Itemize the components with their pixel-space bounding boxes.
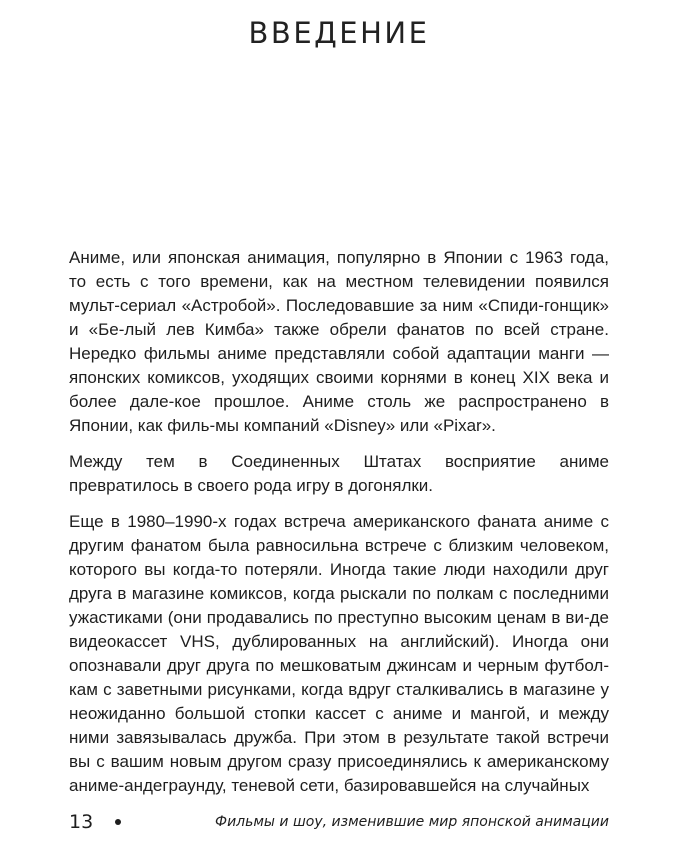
paragraph-3: Еще в 1980–1990-х годах встреча американского фаната аниме с другим фанатом была равносильна встрече с близким человеком, которого вы когда-то потеряли. Иногда такие люди находили друг друга в магазине комиксов, когда рыскали по полкам с последними ужастиками (они продавались по преступно высоким ценам в ви-де видеокассет VHS, дублированных на английский). Иногда они опознавали друг друга по мешковатым джинсам и черным футбол-кам с заветными рисунками, когда вдруг сталкивались в магазине у неожиданно большой стопки кассет с аниме и мангой, и между ними завязывалась дружба. При этом в результате такой встречи вы с вашим новым другом сразу присоединялись к американскому аниме-андеграунду, теневой сети, базировавшейся на случайных xyxy=(69,512,609,795)
page-number: 13 xyxy=(69,811,94,833)
paragraph-2: Между тем в Соединенных Штатах восприятие аниме превратилось в своего рода игру в догонялки. xyxy=(69,452,609,495)
paragraph-1: Аниме, или японская анимация, популярно в Японии с 1963 года, то есть с того времени, как на местном телевидении появился мульт-сериал «Астробой». Последовавшие за ним «Спиди-гонщик» и «Бе-лый лев Кимба» также обрели фанатов по всей стране. Нередко фильмы аниме представляли собой адаптации манги — японских комиксов, уходящих своими корнями в конец XIX века и более дале-кое прошлое. Аниме столь же распространено в Японии, как филь-мы компаний «Disney» или «Pixar». xyxy=(69,248,609,435)
running-title: Фильмы и шоу, изменившие мир японской анимации xyxy=(215,814,609,830)
bullet-separator-icon xyxy=(115,819,121,825)
chapter-title: ВВЕДЕНИЕ xyxy=(248,16,430,50)
page-footer xyxy=(69,811,609,835)
body-text xyxy=(69,246,609,810)
